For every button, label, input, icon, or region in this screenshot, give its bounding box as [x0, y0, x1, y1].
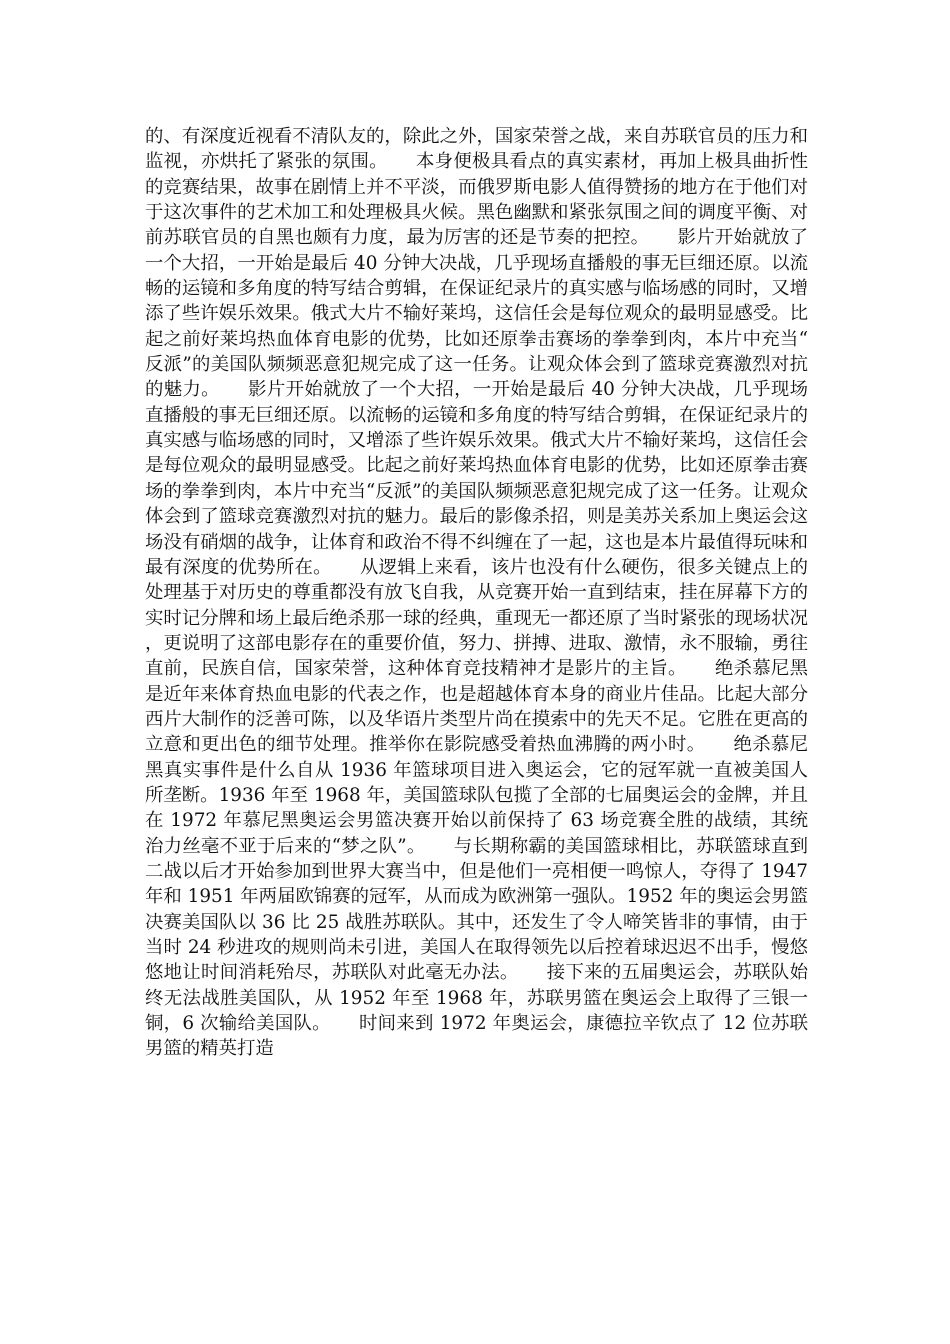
body-paragraph: 的、有深度近视看不清队友的，除此之外，国家荣誉之战，来自苏联官员的压力和监视，亦烘托了紧张的氛围。 本身便极具看点的真实素材，再加上极具曲折性的竞赛结果，故事在剧情上并不平淡，而俄罗斯电影人值得赞扬的地方在于他们对于这次事件的艺术加工和处理极具火候。黑色幽默和紧张氛围之间的调度平衡、对前苏联官员的自黑也颇有力度，最为厉害的还是节奏的把控。 影片开始就放了一个大招，一开始是最后 40 分钟大决战，几乎现场直播般的事无巨细还原。以流畅的运镜和多角度的特写结合剪辑，在保证纪录片的真实感与临场感的同时，又增添了些许娱乐效果。俄式大片不输好莱坞，这信任会是每位观众的最明显感受。比起之前好莱坞热血体育电影的优势，比如还原拳击赛场的拳拳到肉，本片中充当“反派”的美国队频频恶意犯规完成了这一任务。让观众体会到了篮球竞赛激烈对抗的魅力。 影片开始就放了一个大招，一开始是最后 40 分钟大决战，几乎现场直播般的事无巨细还原。以流畅的运镜和多角度的特写结合剪辑，在保证纪录片的真实感与临场感的同时，又增添了些许娱乐效果。俄式大片不输好莱坞，这信任会是每位观众的最明显感受。比起之前好莱坞热血体育电影的优势，比如还原拳击赛场的拳拳到肉，本片中充当“反派”的美国队频频恶意犯规完成了这一任务。让观众体会到了篮球竞赛激烈对抗的魅力。最后的影像杀招，则是美苏关系加上奥运会这场没有硝烟的战争，让体育和政治不得不纠缠在了一起，这也是本片最值得玩味和最有深度的优势所在。 从逻辑上来看，该片也没有什么硬伤，很多关键点上的处理基于对历史的尊重都没有放飞自我，从竞赛开始一直到结束，挂在屏幕下方的实时记分牌和场上最后绝杀那一球的经典，重现无一都还原了当时紧张的现场状况，更说明了这部电影存在的重要价值，努力、拼搏、进取、激情，永不服输，勇往直前，民族自信，国家荣誉，这种体育竞技精神才是影片的主旨。 绝杀慕尼黑是近年来体育热血电影的代表之作，也是超越体育本身的商业片佳品。比起大部分西片大制作的泛善可陈，以及华语片类型片尚在摸索中的先天不足。它胜在更高的立意和更出色的细节处理。推举你在影院感受着热血沸腾的两小时。 绝杀慕尼黑真实事件是什么自从 1936 年篮球项目进入奥运会，它的冠军就一直被美国人所垄断。1936 年至 1968 年，美国篮球队包揽了全部的七届奥运会的金牌，并且在 1972 年慕尼黑奥运会男篮决赛开始以前保持了 63 场竞赛全胜的战绩，其统治力丝毫不亚于后来的“梦之队”。 与长期称霸的美国篮球相比，苏联篮球直到二战以后才开始参加到世界大赛当中，但是他们一亮相便一鸣惊人，夺得了 1947 年和 1951 年两届欧锦赛的冠军，从而成为欧洲第一强队。1952 年的奥运会男篮决赛美国队以 36 比 25 战胜苏联队。其中，还发生了令人啼笑皆非的事情，由于当时 24 秒进攻的规则尚未引进，美国人在取得领先以后控着球迟迟不出手，慢悠悠地让时间消耗殆尽，苏联队对此毫无办法。 接下来的五届奥运会，苏联队始终无法战胜美国队，从 1952 年至 1968 年，苏联男篮在奥运会上取得了三银一铜，6 次输给美国队。 时间来到 1972 年奥运会，康德拉辛钦点了 12 位苏联男篮的精英打造	[145, 126, 814, 1060]
